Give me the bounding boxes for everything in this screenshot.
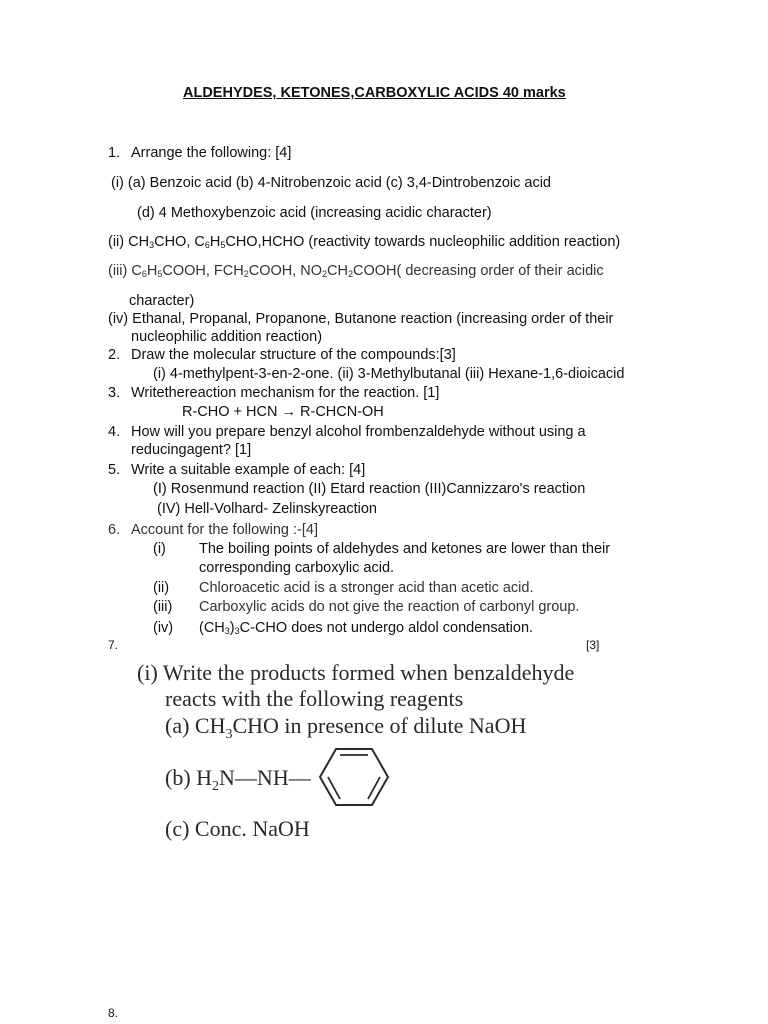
q1-i-line1: (i) (a) Benzoic acid (b) 4-Nitrobenzoic acid (c) 3,4-Dintrobenzoic acid [111,175,551,191]
q1-i-line2: (d) 4 Methoxybenzoic acid (increasing acidic character) [137,205,492,221]
q5-text: Write a suitable example of each: [4] [131,462,366,478]
q1-ii: (ii) $CH_3CHO$, $C_6H_5CHO,HCHO$ (reactivity towards nucleophilic addition reaction) [108,234,621,250]
q4-text: How will you prepare benzyl alcohol frombenzaldehyde without using a [131,424,586,440]
q1-text: Arrange the following: [4] [131,145,292,161]
q6-item-label: (i) [153,541,166,557]
q2-line2: (i) 4-methylpent-3-en-2-one. (ii) 3-Methylbutanal (iii) Hexane-1,6-dioicacid [153,366,625,382]
q6-item-text: $(CH_3)_3C$-CHO does not undergo aldol condensation. [199,620,534,636]
q6-item-text: Carboxylic acids do not give the reaction of carbonyl group. [199,599,580,615]
q1-iv-line2: nucleophilic addition reaction) [131,329,323,345]
benzene-ring-structure [318,746,390,808]
q7-scan-c: (c) Conc. NaOH [165,816,310,841]
q8-number: 8. [108,1006,119,1020]
q6-number: 6. [108,522,121,538]
q7-scan-a: (a) $CH_3CHO$ in presence of dilute NaOH [165,713,527,742]
page-title: ALDEHYDES, KETONES,CARBOXYLIC ACIDS 40 marks [183,85,566,101]
q1-iv-line1: (iv) Ethanal, Propanal, Propanone, Butanone reaction (increasing order of their [108,311,614,327]
q5-line3: (IV) Hell-Volhard- Zelinskyreaction [157,501,377,517]
q5-number: 5. [108,462,121,478]
q5-line2: (I) Rosenmund reaction (II) Etard reaction (III)Cannizzaro's reaction [153,481,586,497]
q2-text: Draw the molecular structure of the compounds:[3] [131,347,456,363]
q7-scan-line1: (i) Write the products formed when benzaldehyde [137,660,575,685]
q7-scan-b: (b) $H_2N—NH—$ [165,765,311,794]
q1-iii-line2: character) [129,293,195,309]
q3-number: 3. [108,385,121,401]
q6-item-text-line2: corresponding carboxylic acid. [199,560,395,576]
q3-reaction: R-CHO + HCN → R-CHCN-OH [182,404,384,420]
q4-line2: reducingagent? [1] [131,442,252,458]
q1-iii: (iii) $C_6H_5COOH$, $FCH_2COOH$, $NO_2CH_2COOH$( decreasing order of their acidic [108,263,604,279]
q6-item-label: (ii) [153,580,170,596]
q6-item-label: (iv) [153,620,174,636]
q7-number: 7. [108,638,119,652]
q6-item-text: The boiling points of aldehydes and ketones are lower than their [199,541,611,557]
q2-number: 2. [108,347,121,363]
q7-scan-line2: reacts with the following reagents [165,686,464,711]
q6-text: Account for the following :-[4] [131,522,318,538]
q6-item-label: (iii) [153,599,173,615]
q4-number: 4. [108,424,121,440]
q6-item-text: Chloroacetic acid is a stronger acid than acetic acid. [199,580,534,596]
q3-text: Writethereaction mechanism for the reaction. [1] [131,385,440,401]
q1-number: 1. [108,145,121,161]
q7-marks: [3] [586,638,600,652]
